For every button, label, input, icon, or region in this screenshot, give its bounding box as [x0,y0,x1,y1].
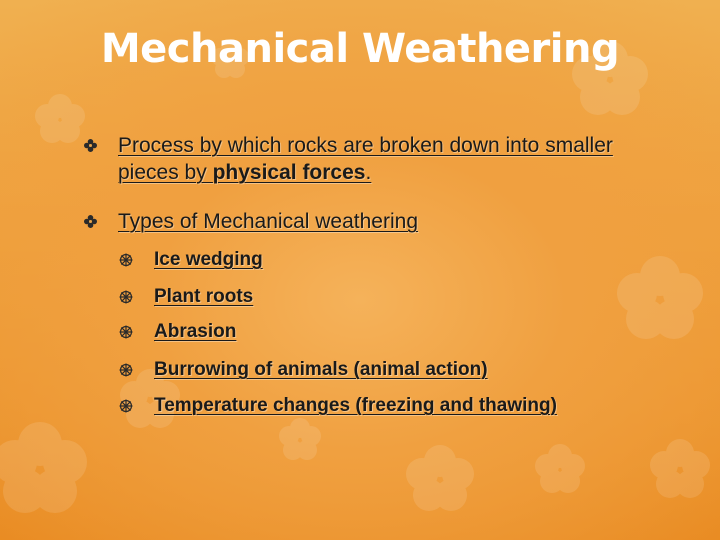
star-bullet-icon [118,252,134,268]
slide-title: Mechanical Weathering [100,26,620,72]
star-bullet-icon [118,324,134,340]
star-bullet-icon [118,289,134,305]
flower-bullet-icon [84,139,97,152]
subitem-ice-wedging: Ice wedging [154,249,263,270]
star-bullet-icon [118,398,134,414]
subitem-abrasion: Abrasion [154,321,237,342]
point-emphasis: physical forces [212,161,366,184]
subitem-burrowing-animals: Burrowing of animals (animal action) [154,359,488,380]
subitem-plant-roots: Plant roots [154,286,254,307]
point-process-definition [118,132,638,186]
flower-bullet-icon [84,215,97,228]
subitem-temperature-changes: Temperature changes (freezing and thawing) [154,395,557,416]
point-end: . [365,161,372,184]
point-text: Process by which rocks are broken down into smaller pieces by [118,134,613,184]
point-types-heading: Types of Mechanical weathering [118,210,418,233]
star-bullet-icon [118,362,134,378]
